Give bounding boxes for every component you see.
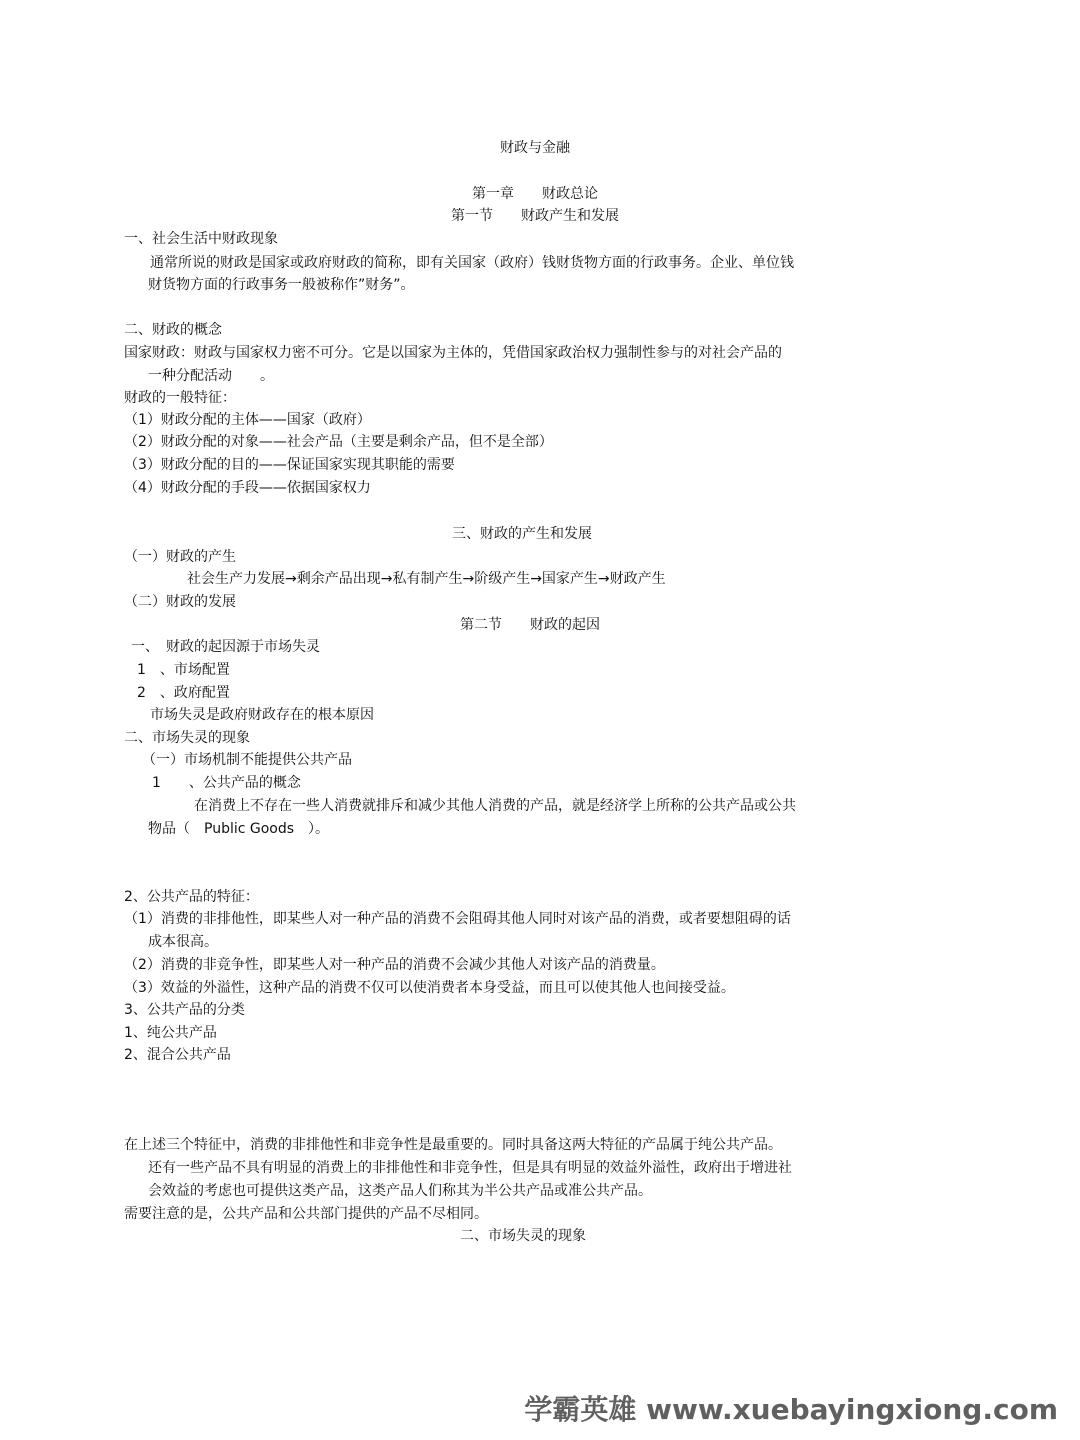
feature-item: （1）财政分配的主体——国家（政府）	[124, 412, 371, 428]
summary-line: 还有一些产品不具有明显的消费上的非排他性和非竞争性，但是具有明显的效益外溢性，政府出于增进社	[148, 1160, 792, 1176]
pf-item-line2: 成本很高。	[148, 934, 218, 950]
summary-line: 在上述三个特征中，消费的非排他性和非竞争性是最重要的。同时具备这两大特征的产品属于纯公共产品。	[124, 1137, 782, 1153]
pf-item-line1: （1）消费的非排他性，即某些人对一种产品的消费不会阻碍其他人同时对该产品的消费，或者要想阻碍的话	[124, 911, 791, 927]
s1-paragraph-line1: 通常所说的财政是国家或政府财政的简称，即有关国家（政府）钱财货物方面的行政事务。企业、单位钱	[150, 255, 794, 271]
s2-definition-line1: 国家财政：财政与国家权力密不可分。它是以国家为主体的，凭借国家政治权力强制性参与的对社会产品的	[124, 345, 782, 361]
c1-note: 市场失灵是政府财政存在的根本原因	[150, 707, 374, 723]
pc-item: 2、混合公共产品	[124, 1047, 231, 1063]
summary-line: 会效益的考虑也可提供这类产品，这类产品人们称其为半公共产品或准公共产品。	[148, 1183, 652, 1199]
c2-heading: 二、市场失灵的现象	[124, 730, 250, 746]
pf-item: （3）效益的外溢性，这种产品的消费不仅可以使消费者本身受益，而且可以使其他人也间接受益。	[124, 980, 735, 996]
c2-definition-line1: 在消费上不存在一些人消费就排斥和减少其他人消费的产品，就是经济学上所称的公共产品或公共	[194, 798, 796, 814]
c2-definition-line2: 物品（ Public Goods ）。	[148, 821, 330, 837]
c1-item: 1 、市场配置	[137, 662, 230, 678]
s3-heading: 三、财政的产生和发展	[452, 526, 592, 542]
s1-heading: 一、社会生活中财政现象	[124, 231, 278, 247]
c1-heading: 一、 财政的起因源于市场失灵	[131, 639, 320, 655]
features-heading: 财政的一般特征：	[124, 390, 236, 406]
summary-line: 需要注意的是，公共产品和公共部门提供的产品不尽相同。	[124, 1206, 488, 1222]
section-heading: 第二节 财政的起因	[460, 617, 600, 633]
s3-subheading: （二）财政的发展	[124, 594, 236, 610]
s2-heading: 二、财政的概念	[124, 322, 222, 338]
pc-item: 1、纯公共产品	[124, 1025, 217, 1041]
c1-item: 2 、政府配置	[137, 685, 230, 701]
doc-title: 财政与金融	[500, 140, 570, 156]
c2-subheading: （一）市场机制不能提供公共产品	[142, 752, 352, 768]
watermark: 学霸英雄 www.xuebayingxiong.com	[524, 1393, 1058, 1426]
c2-item: 1 、公共产品的概念	[152, 775, 301, 791]
section-heading: 第一节 财政产生和发展	[451, 208, 619, 224]
s2-definition-line2: 一种分配活动 。	[148, 368, 274, 384]
feature-item: （4）财政分配的手段——依据国家权力	[124, 480, 371, 496]
feature-item: （2）财政分配的对象——社会产品（主要是剩余产品，但不是全部）	[124, 434, 553, 450]
next-heading: 二、市场失灵的现象	[460, 1228, 586, 1244]
pc-heading: 3、公共产品的分类	[124, 1002, 245, 1018]
s3-subheading: （一）财政的产生	[124, 549, 236, 565]
chapter-heading: 第一章 财政总论	[472, 186, 598, 202]
feature-item: （3）财政分配的目的——保证国家实现其职能的需要	[124, 457, 455, 473]
pf-item: （2）消费的非竞争性，即某些人对一种产品的消费不会减少其他人对该产品的消费量。	[124, 957, 665, 973]
pf-heading: 2、公共产品的特征：	[124, 889, 259, 905]
s3-chain: 社会生产力发展→剩余产品出现→私有制产生→阶级产生→国家产生→财政产生	[187, 571, 666, 587]
s1-paragraph-line2: 财货物方面的行政事务一般被称作”财务”。	[148, 277, 415, 293]
